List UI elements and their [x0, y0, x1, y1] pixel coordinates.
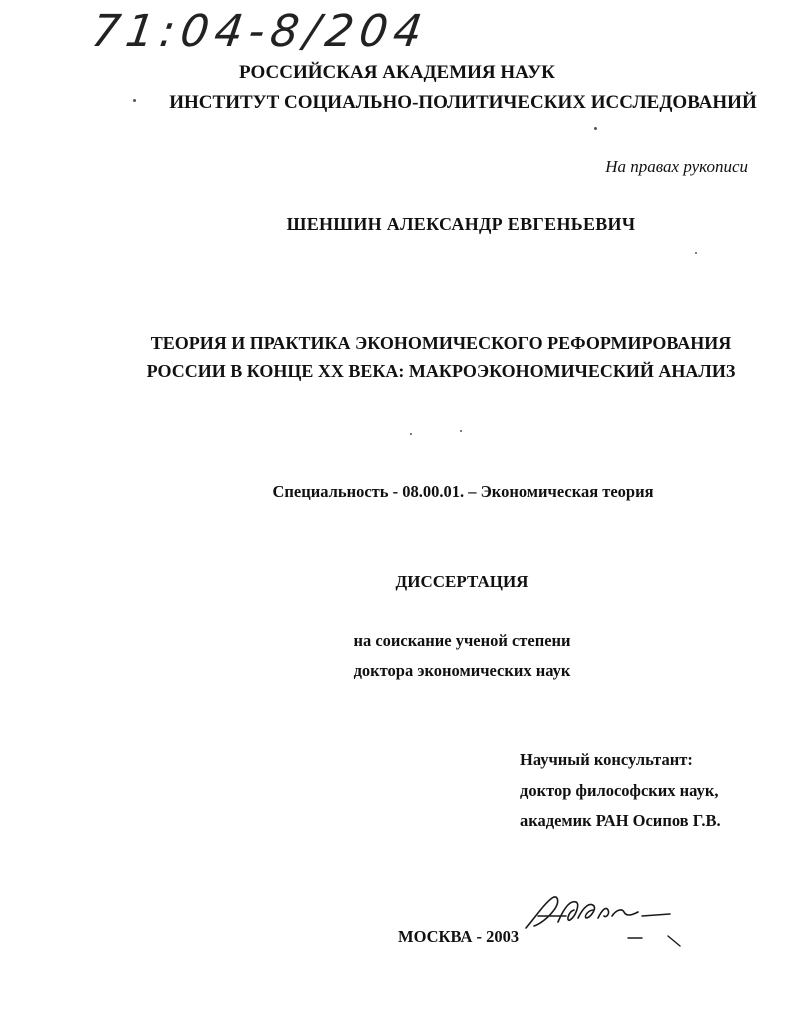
signature-image: [518, 886, 688, 950]
scan-speck: [594, 127, 597, 130]
dissertation-title-line-1: ТЕОРИЯ И ПРАКТИКА ЭКОНОМИЧЕСКОГО РЕФОРМИРОВАНИЯ: [150, 333, 732, 353]
scan-speck: [133, 99, 136, 102]
author-name: ШЕНШИН АЛЕКСАНДР ЕВГЕНЬЕВИЧ: [286, 214, 636, 234]
consultant-degree: доктор философских наук,: [520, 781, 719, 800]
organization-name: РОССИЙСКАЯ АКАДЕМИЯ НАУК: [239, 62, 555, 83]
consultant-name: академик РАН Осипов Г.В.: [520, 811, 721, 830]
archive-code-handwritten: 71:04-8/204: [88, 6, 432, 57]
degree-line-2: доктора экономических наук: [353, 661, 571, 680]
scan-speck: [695, 252, 697, 254]
scan-speck: [460, 430, 462, 432]
specialty: Специальность - 08.00.01. – Экономическая теория: [272, 482, 654, 501]
city-year: МОСКВА - 2003: [398, 927, 520, 946]
document-type: ДИССЕРТАЦИЯ: [395, 572, 529, 591]
scan-speck: [410, 433, 412, 435]
dissertation-title-line-2: РОССИИ В КОНЦЕ XX ВЕКА: МАКРОЭКОНОМИЧЕСКИЙ АНАЛИЗ: [146, 361, 736, 381]
institute-name: ИНСТИТУТ СОЦИАЛЬНО-ПОЛИТИЧЕСКИХ ИССЛЕДОВАНИЙ: [169, 92, 757, 113]
consultant-label: Научный консультант:: [520, 750, 693, 769]
rights-note: На правах рукописи: [605, 157, 748, 176]
degree-line-1: на соискание ученой степени: [353, 631, 571, 650]
